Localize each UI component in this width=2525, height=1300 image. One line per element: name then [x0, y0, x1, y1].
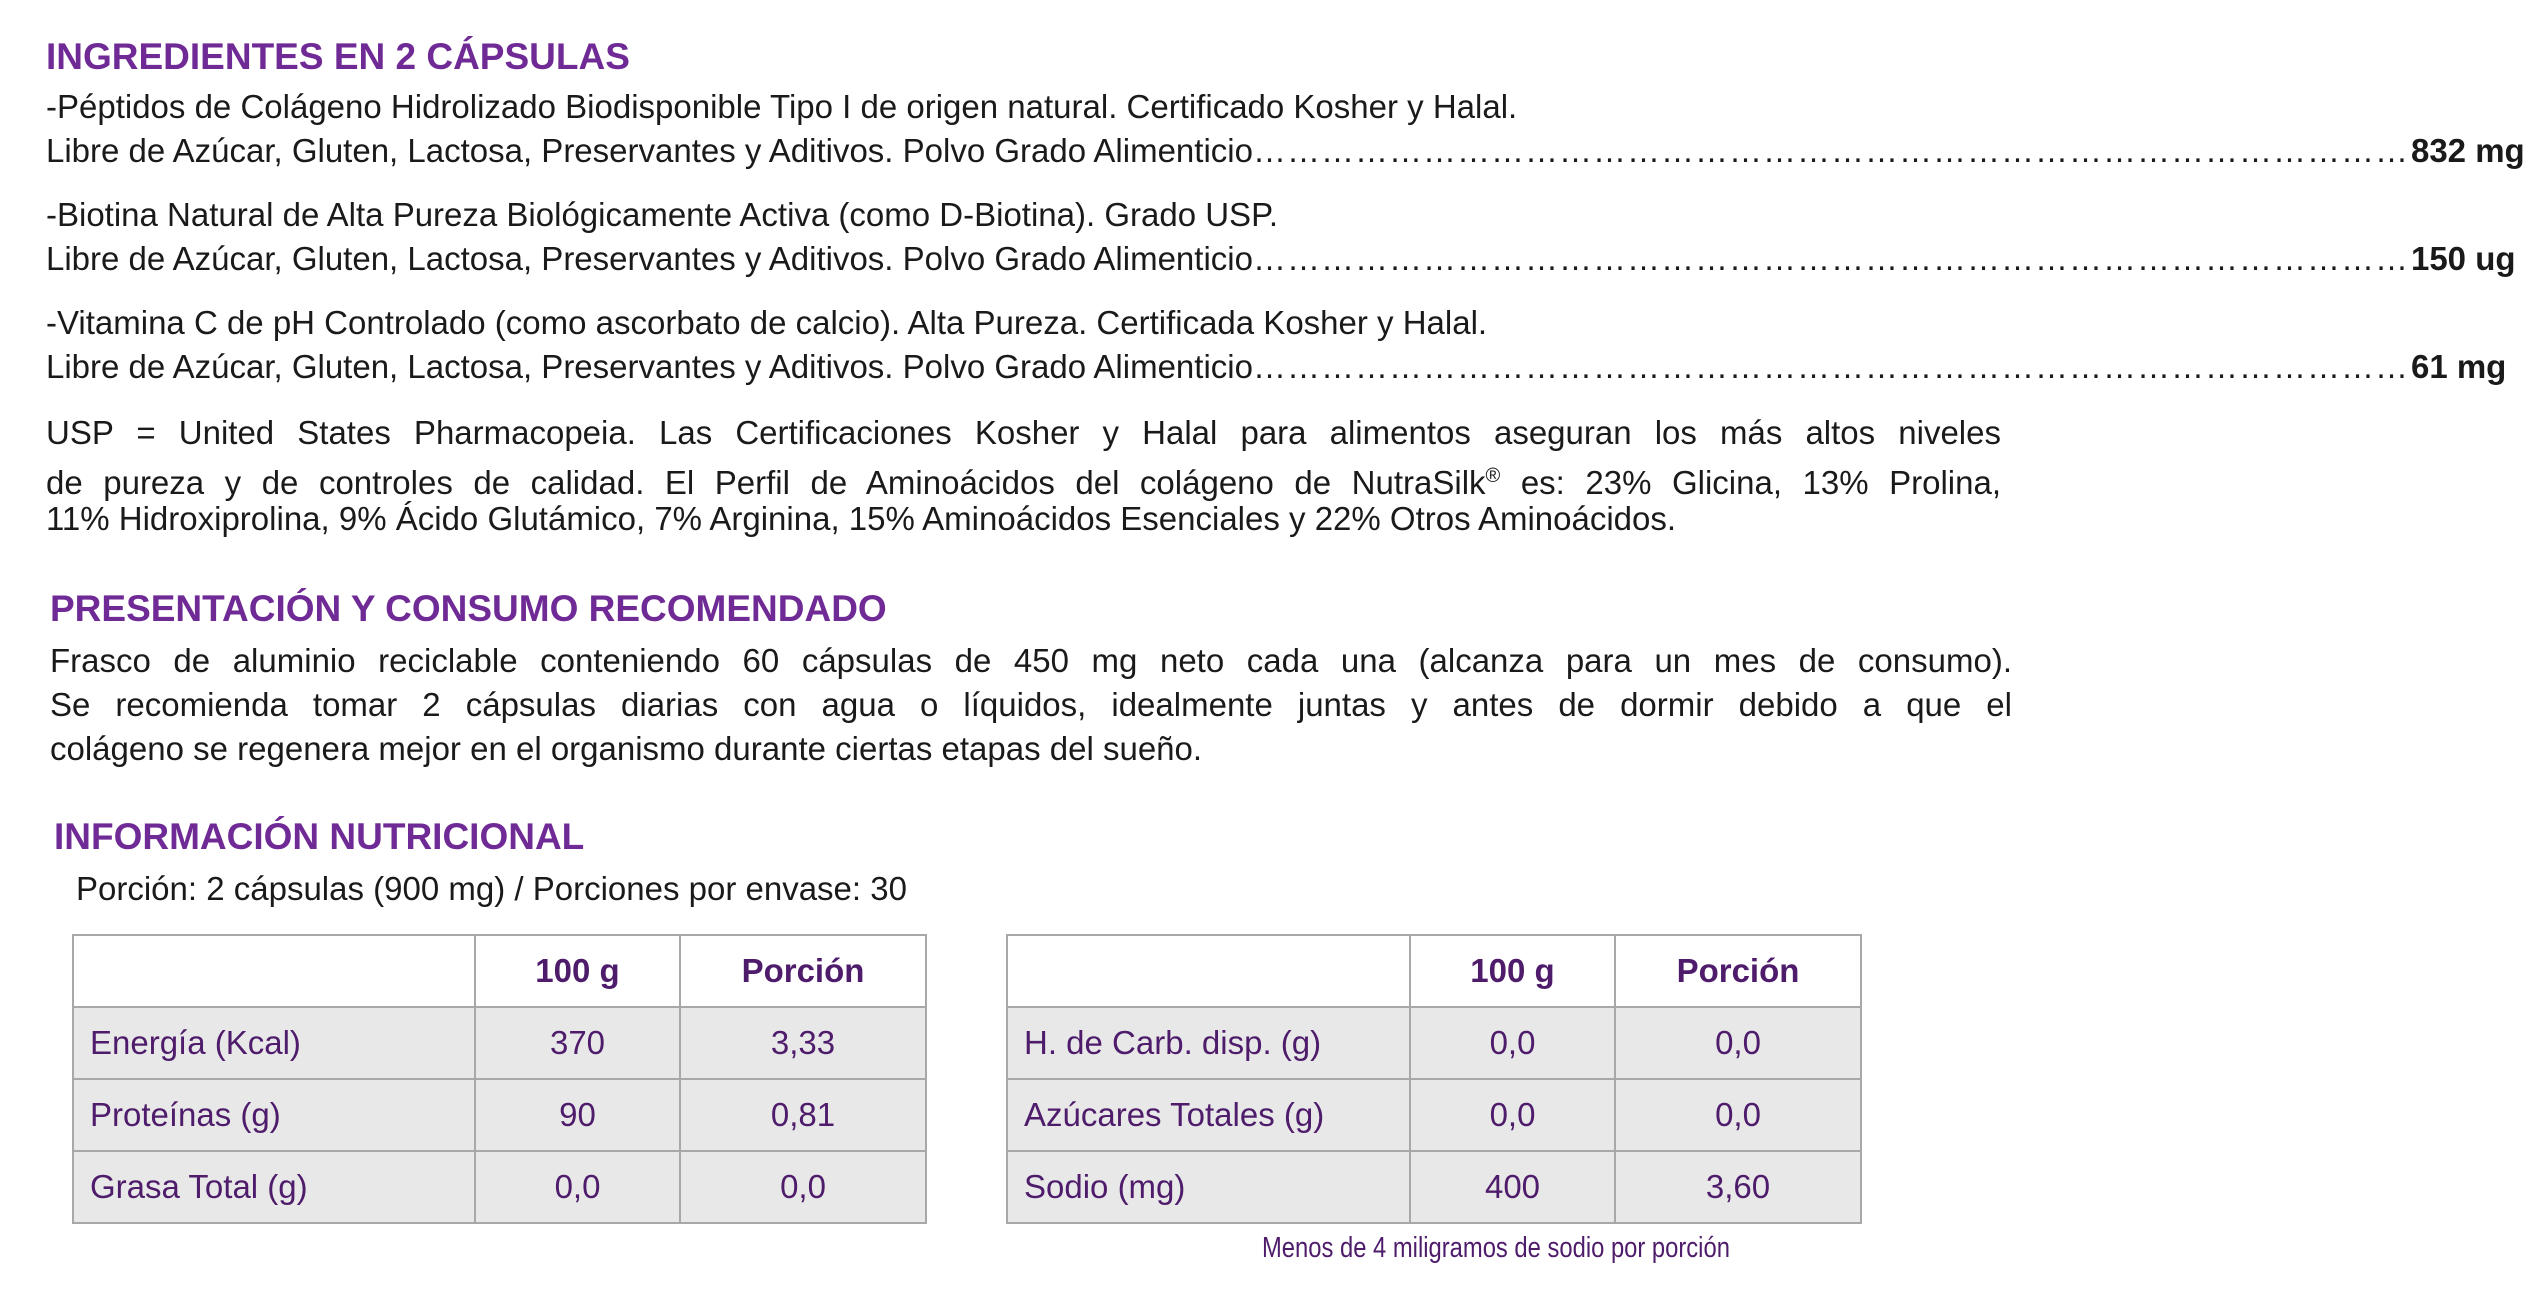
row-per-100g: 0,0 — [475, 1151, 680, 1223]
table-row — [1007, 1007, 1861, 1079]
header-portion: Porción — [1615, 935, 1861, 1007]
row-label: H. de Carb. disp. (g) — [1007, 1007, 1410, 1079]
presentation-heading: PRESENTACIÓN Y CONSUMO RECOMENDADO — [50, 588, 887, 629]
table-row — [73, 1151, 926, 1223]
header-100g: 100 g — [1410, 935, 1615, 1007]
ingredient-2-dose-line — [46, 238, 2516, 280]
row-per-portion: 0,0 — [1615, 1079, 1861, 1151]
row-label: Energía (Kcal) — [73, 1007, 475, 1079]
serving-info: Porción: 2 cápsulas (900 mg) / Porciones por envase: 30 — [76, 870, 907, 907]
row-per-portion: 0,0 — [1615, 1007, 1861, 1079]
presentation-line-1: Frasco de aluminio reciclable conteniendo 60 cápsulas de 450 mg neto cada una (alcanza para un mes de consumo). — [50, 642, 2012, 679]
ingredient-1-description: -Péptidos de Colágeno Hidrolizado Biodisponible Tipo I de origen natural. Certificado Kosher y Halal. — [46, 88, 1518, 125]
leader-dots: ………………………………………………………………………………………… — [1252, 132, 2409, 169]
presentation-line-2: Se recomienda tomar 2 cápsulas diarias con agua o líquidos, idealmente juntas y antes de dormir debido a que el — [50, 686, 2012, 723]
row-per-portion: 0,0 — [680, 1151, 926, 1223]
table-row — [73, 1007, 926, 1079]
table-header-row — [73, 935, 926, 1007]
row-per-portion: 3,60 — [1615, 1151, 1861, 1223]
ingredient-3-note: Libre de Azúcar, Gluten, Lactosa, Preservantes y Aditivos. Polvo Grado Alimenticio — [46, 348, 1253, 385]
amino-profile-values: es: 23% Glicina, 13% Prolina, — [1500, 464, 2001, 501]
table-row — [73, 1079, 926, 1151]
ingredient-2-dose: 150 ug — [2410, 240, 2516, 277]
table-row — [1007, 1079, 1861, 1151]
usp-note-line-3: 11% Hidroxiprolina, 9% Ácido Glutámico, 7% Arginina, 15% Aminoácidos Esenciales y 22% Otros Aminoácidos. — [46, 500, 1677, 537]
row-label: Azúcares Totales (g) — [1007, 1079, 1410, 1151]
header-100g: 100 g — [475, 935, 680, 1007]
row-per-100g: 90 — [475, 1079, 680, 1151]
table-header-row — [1007, 935, 1861, 1007]
ingredient-1-dose-line — [46, 130, 2525, 172]
row-per-100g: 0,0 — [1410, 1079, 1615, 1151]
row-per-100g: 0,0 — [1410, 1007, 1615, 1079]
header-empty-cell — [73, 935, 475, 1007]
ingredient-1-note: Libre de Azúcar, Gluten, Lactosa, Preservantes y Aditivos. Polvo Grado Alimenticio — [46, 132, 1253, 169]
row-per-100g: 400 — [1410, 1151, 1615, 1223]
ingredients-heading: INGREDIENTES EN 2 CÁPSULAS — [46, 36, 630, 77]
ingredient-3-dose-line — [46, 346, 2507, 388]
row-label: Grasa Total (g) — [73, 1151, 475, 1223]
row-per-portion: 0,81 — [680, 1079, 926, 1151]
header-portion: Porción — [680, 935, 926, 1007]
usp-note-line-2 — [46, 455, 2001, 504]
ingredient-3-dose: 61 mg — [2410, 348, 2507, 385]
ingredient-2-description: -Biotina Natural de Alta Pureza Biológicamente Activa (como D-Biotina). Grado USP. — [46, 196, 1278, 233]
amino-profile-text: de pureza y de controles de calidad. El Perfil de Aminoácidos del colágeno de NutraSilk — [46, 464, 1486, 501]
usp-note-line-1: USP = United States Pharmacopeia. Las Certificaciones Kosher y Halal para alimentos aseguran los más altos niveles — [46, 414, 2001, 451]
leader-dots: ………………………………………………………………………………………… — [1252, 240, 2409, 277]
leader-dots: ………………………………………………………………………………………… — [1252, 348, 2409, 385]
sodium-note: Menos de 4 miligramos de sodio por porción — [1262, 1232, 1730, 1264]
row-label: Sodio (mg) — [1007, 1151, 1410, 1223]
ingredient-1-dose: 832 mg — [2410, 132, 2525, 169]
row-per-portion: 3,33 — [680, 1007, 926, 1079]
ingredient-3-description: -Vitamina C de pH Controlado (como ascorbato de calcio). Alta Pureza. Certificada Kosher y Halal. — [46, 304, 1488, 341]
registered-mark: ® — [1485, 465, 1501, 487]
nutrition-heading: INFORMACIÓN NUTRICIONAL — [54, 816, 585, 857]
ingredient-2-note: Libre de Azúcar, Gluten, Lactosa, Preservantes y Aditivos. Polvo Grado Alimenticio — [46, 240, 1253, 277]
nutrition-table-left — [72, 934, 927, 1224]
row-label: Proteínas (g) — [73, 1079, 475, 1151]
header-empty-cell — [1007, 935, 1410, 1007]
nutrition-table-right — [1006, 934, 1862, 1224]
presentation-line-3: colágeno se regenera mejor en el organismo durante ciertas etapas del sueño. — [50, 730, 1203, 767]
row-per-100g: 370 — [475, 1007, 680, 1079]
table-row — [1007, 1151, 1861, 1223]
